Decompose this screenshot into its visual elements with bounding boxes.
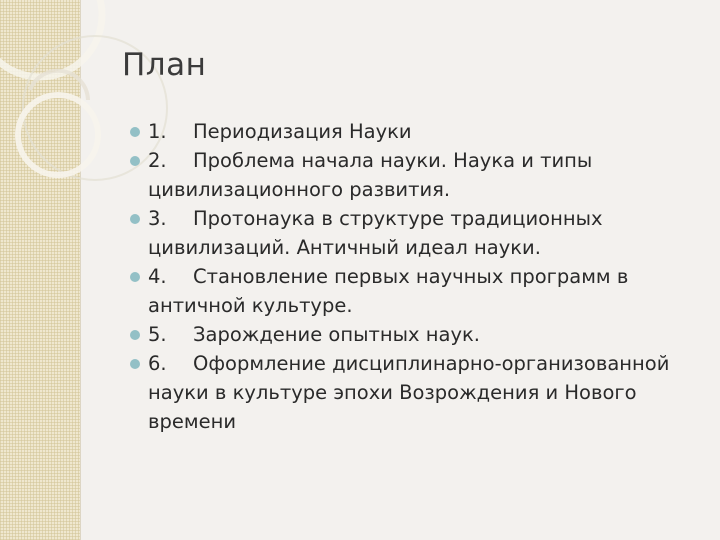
item-number: 5. xyxy=(148,323,167,346)
item-text: Периодизация Науки xyxy=(193,120,412,143)
bullet-icon xyxy=(130,214,140,224)
item-text: Становление первых научных программ в античной культуре. xyxy=(148,265,629,317)
item-number: 2. xyxy=(148,149,167,172)
list-item xyxy=(148,204,688,262)
list-item xyxy=(148,146,688,204)
small-ring xyxy=(18,95,98,175)
list-item xyxy=(148,349,688,436)
item-text: Протонаука в структуре традиционных цивилизаций. Античный идеал науки. xyxy=(148,207,603,259)
list-item xyxy=(148,262,688,320)
plan-list xyxy=(148,117,688,436)
item-number: 6. xyxy=(148,352,167,375)
item-text: Оформление дисциплинарно-организованной науки в культуре эпохи Возрождения и Нового времени xyxy=(148,352,670,433)
bullet-icon xyxy=(130,272,140,282)
bullet-icon xyxy=(130,330,140,340)
bullet-icon xyxy=(130,127,140,137)
list-item xyxy=(148,320,688,349)
item-text: Проблема начала науки. Наука и типы цивилизационного развития. xyxy=(148,149,593,201)
bullet-icon xyxy=(130,156,140,166)
item-number: 3. xyxy=(148,207,167,230)
large-ring xyxy=(0,0,102,77)
slide-title: План xyxy=(122,47,207,83)
list-item xyxy=(148,117,688,146)
bullet-icon xyxy=(130,359,140,369)
item-text: Зарождение опытных наук. xyxy=(193,323,480,346)
item-number: 1. xyxy=(148,120,167,143)
item-number: 4. xyxy=(148,265,167,288)
